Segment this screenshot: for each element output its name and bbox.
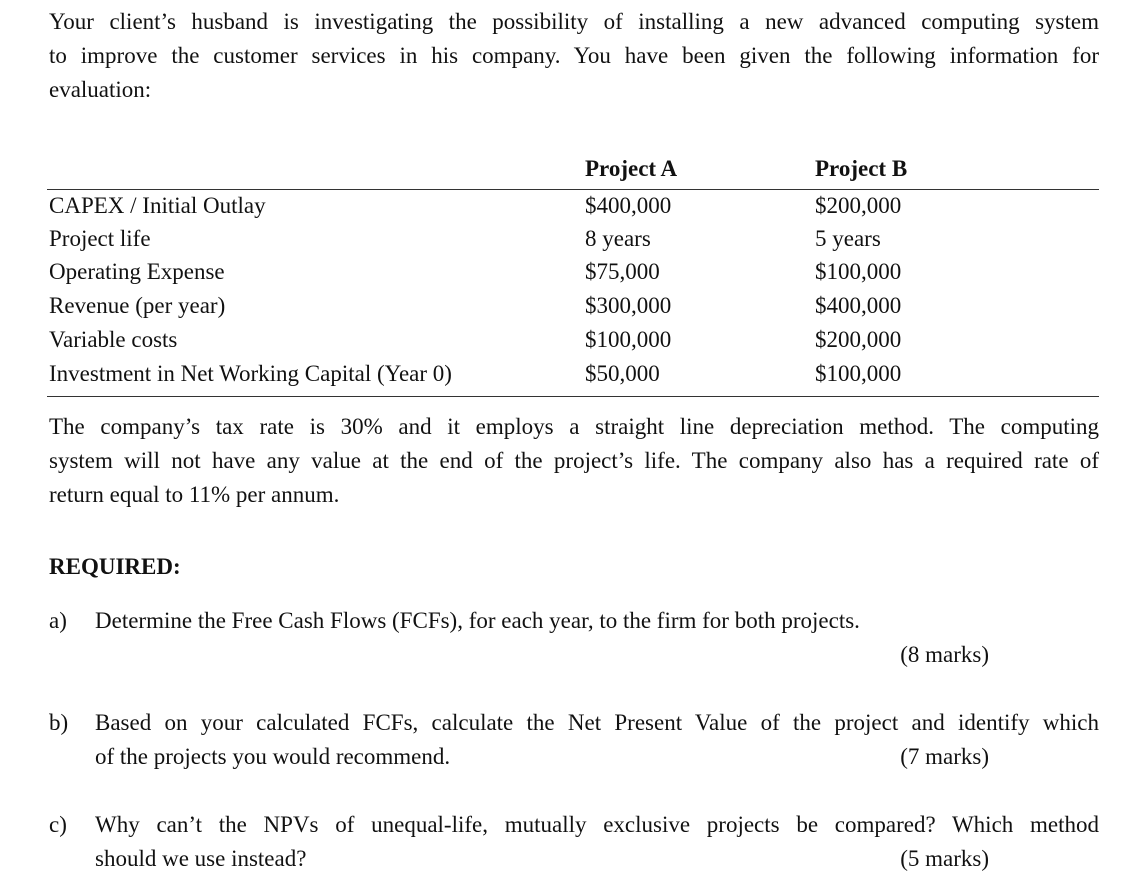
column-header-project-b: Project B [815, 156, 908, 181]
cell-project-b: $400,000 [815, 293, 902, 318]
cell-project-b: $200,000 [815, 193, 902, 218]
cell-project-a: $100,000 [585, 327, 672, 352]
question-marks: (7 marks) [900, 744, 989, 769]
table-row [47, 361, 1099, 395]
row-label: Revenue (per year) [49, 293, 226, 318]
cell-project-a: $75,000 [585, 259, 660, 284]
row-label: CAPEX / Initial Outlay [49, 193, 266, 218]
table-bottom-rule [47, 396, 1099, 397]
row-label: Investment in Net Working Capital (Year 0) [49, 361, 452, 386]
question-line: should we use instead? [95, 846, 307, 871]
table-header-row [47, 152, 1099, 190]
intro-paragraph [49, 5, 1099, 107]
row-label: Operating Expense [49, 259, 225, 284]
assumptions-paragraph [49, 410, 1099, 512]
cell-project-b: $100,000 [815, 361, 902, 386]
question-marks: (8 marks) [900, 642, 989, 667]
question-line: of the projects you would recommend. [95, 744, 451, 769]
question-b [49, 706, 1099, 776]
question-a [49, 604, 1099, 674]
assumptions-line: The company’s tax rate is 30% and it employs a straight line depreciation method. The computing [49, 414, 1099, 439]
cell-project-a: 8 years [585, 226, 651, 251]
table-row [47, 327, 1099, 361]
intro-line: evaluation: [49, 77, 152, 102]
question-line: Based on your calculated FCFs, calculate the Net Present Value of the project and identify which [95, 710, 1099, 735]
table-row [47, 193, 1099, 227]
required-heading: REQUIRED: [49, 554, 181, 579]
cell-project-a: $300,000 [585, 293, 672, 318]
assumptions-line: return equal to 11% per annum. [49, 482, 340, 507]
question-text [95, 604, 1099, 638]
intro-line: to improve the customer services in his company. You have been given the following information for [49, 43, 1099, 68]
cell-project-b: $100,000 [815, 259, 902, 284]
project-comparison-table [47, 152, 1099, 386]
table-row [47, 226, 1099, 260]
cell-project-a: $50,000 [585, 361, 660, 386]
question-letter: b) [49, 710, 69, 735]
table-row [47, 259, 1099, 293]
table-row [47, 293, 1099, 327]
intro-line: Your client’s husband is investigating the possibility of installing a new advanced computing system [49, 9, 1099, 34]
question-marks: (5 marks) [900, 846, 989, 871]
cell-project-a: $400,000 [585, 193, 672, 218]
question-letter: c) [49, 812, 67, 837]
row-label: Project life [49, 226, 151, 251]
column-header-project-a: Project A [585, 156, 678, 181]
cell-project-b: $200,000 [815, 327, 902, 352]
question-line: Why can’t the NPVs of unequal-life, mutually exclusive projects be compared? Which method [95, 812, 1099, 837]
question-letter: a) [49, 608, 67, 633]
question-line: Determine the Free Cash Flows (FCFs), for each year, to the firm for both projects. [95, 608, 860, 633]
table-top-rule [47, 189, 1099, 190]
cell-project-b: 5 years [815, 226, 881, 251]
row-label: Variable costs [49, 327, 178, 352]
assumptions-line: system will not have any value at the end of the project’s life. The company also has a required rate of [49, 448, 1099, 473]
question-c [49, 808, 1099, 878]
